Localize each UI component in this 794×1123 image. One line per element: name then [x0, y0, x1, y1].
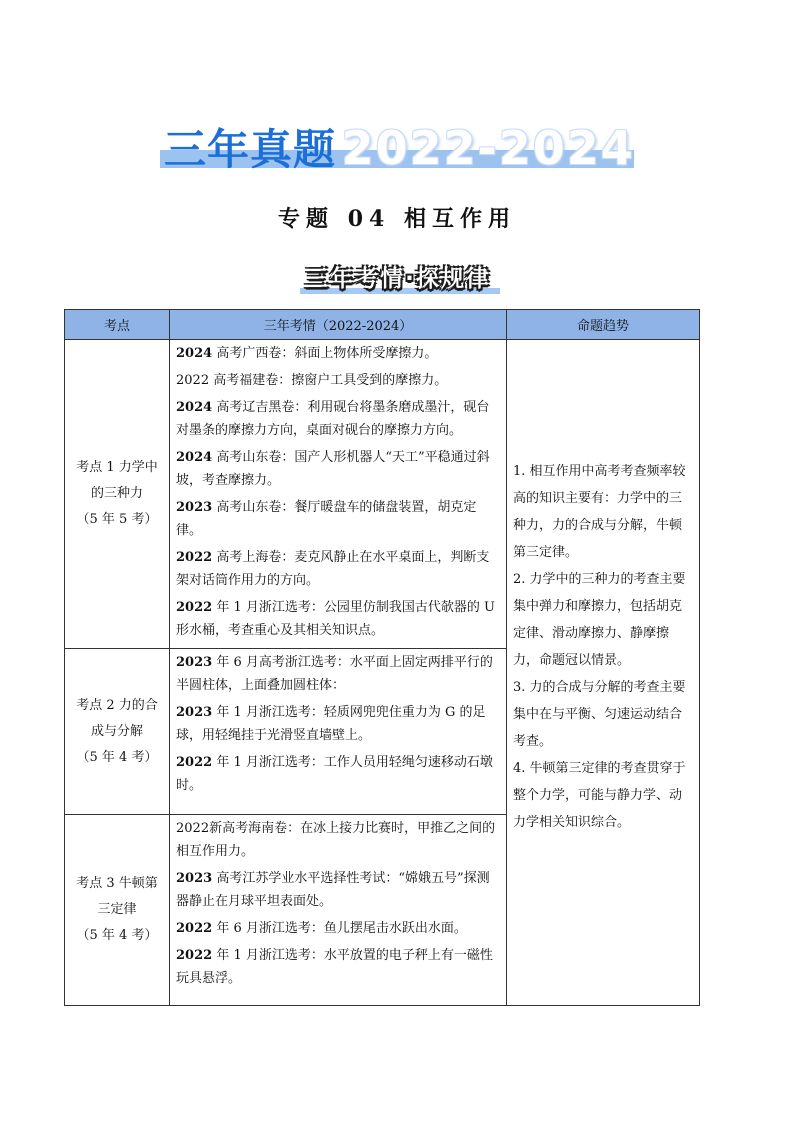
- exam-item: 2023 高考山东卷：餐厅暖盘车的储盘装置，胡克定律。: [176, 500, 477, 538]
- exam-item: 2022 年 1 月浙江选考：水平放置的电子秤上有一磁性玩具悬浮。: [176, 948, 493, 986]
- trend-cell: [507, 340, 700, 1006]
- header-trend: 命题趋势: [507, 310, 700, 340]
- exam-item: 2023 年 1 月浙江选考：轻质网兜兜住重力为 G 的足球，用轻绳挂于光滑竖直墙壁上。: [176, 705, 486, 743]
- kaodian-line: 考点 1 力学中: [76, 460, 158, 475]
- kaodian-line: 考点 3 牛顿第: [76, 876, 158, 891]
- banner-years: 2022-2024: [341, 121, 635, 175]
- kaodian-line: （5 年 5 考）: [76, 512, 158, 527]
- trend-item: 4. 牛顿第三定律的考查贯穿于整个力学，可能与静力学、动力学相关知识综合。: [513, 761, 686, 830]
- kaodian-line: 成与分解: [90, 723, 143, 739]
- kaoqing-cell: [170, 815, 507, 1006]
- kaoqing-cell: [170, 649, 507, 815]
- kaodian-cell: [65, 815, 170, 1006]
- kaodian-line: （5 年 4 考）: [76, 928, 158, 943]
- exam-item: 2024 高考广西卷：斜面上物体所受摩擦力。: [176, 346, 438, 361]
- exam-item: 2022新高考海南卷：在冰上接力比赛时，甲推乙之间的相互作用力。: [176, 821, 496, 859]
- table-header-row: [65, 310, 700, 340]
- banner-text: [164, 120, 635, 176]
- exam-item: 2024 高考山东卷：国产人形机器人“天工”平稳通过斜坡，考查摩擦力。: [176, 450, 490, 488]
- exam-item: 2022 高考福建卷：擦窗户工具受到的摩擦力。: [176, 373, 448, 388]
- kaodian-line: 的三种力: [90, 486, 143, 501]
- trend-item: 3. 力的合成与分解的考查主要集中在与平衡、匀速运动结合考查。: [513, 680, 686, 749]
- exam-item: 2023 年 6 月高考浙江选考：水平面上固定两排平行的半圆柱体，上面叠加圆柱体：: [176, 655, 493, 693]
- exam-item: 2024 高考辽吉黑卷：利用砚台将墨条磨成墨汁，砚台对墨条的摩擦力方向，桌面对砚台的摩擦力方向。: [176, 400, 490, 438]
- exam-item: 2022 年 1 月浙江选考：工作人员用轻绳匀速移动石墩时。: [176, 755, 493, 793]
- kaodian-line: 三定律: [97, 902, 137, 917]
- header-kaoqing: 三年考情（2022-2024）: [170, 310, 507, 340]
- kaodian-line: 考点 2 力的合: [76, 697, 158, 713]
- exam-item: 2022 高考上海卷：麦克风静止在水平桌面上，判断支架对话筒作用力的方向。: [176, 550, 490, 588]
- exam-item: 2022 年 1 月浙江选考：公园里仿制我国古代欹器的 U 形水桶，考查重心及其相关知识点。: [176, 600, 495, 638]
- exam-item: 2023 高考江苏学业水平选择性考试：“嫦娥五号”探测器静止在月球平坦表面处。: [176, 871, 490, 909]
- trend-item: 1. 相互作用中高考考查频率较高的知识主要有：力学中的三种力，力的合成与分解，牛顿第三定律。: [513, 464, 686, 560]
- subject-title: 专题 04 相互作用: [278, 206, 516, 232]
- trend-item: 2. 力学中的三种力的考查主要集中弹力和摩擦力，包括胡克定律、滑动摩擦力、静摩擦力，命题冠以情景。: [513, 572, 686, 668]
- kaodian-cell: [65, 649, 170, 815]
- kaoqing-cell: [170, 340, 507, 649]
- exam-analysis-table: [64, 309, 700, 1006]
- exam-item: 2022 年 6 月浙江选考：鱼儿摆尾击水跃出水面。: [176, 921, 467, 936]
- section-subtitle: 三年考情·探规律: [305, 266, 491, 292]
- title-banner: [160, 120, 634, 176]
- header-kaodian: 考点: [65, 310, 170, 340]
- kaodian-cell: [65, 340, 170, 649]
- banner-title: 三年真题: [164, 125, 337, 174]
- kaodian-line: （5 年 4 考）: [76, 749, 158, 765]
- table-row: [65, 340, 700, 649]
